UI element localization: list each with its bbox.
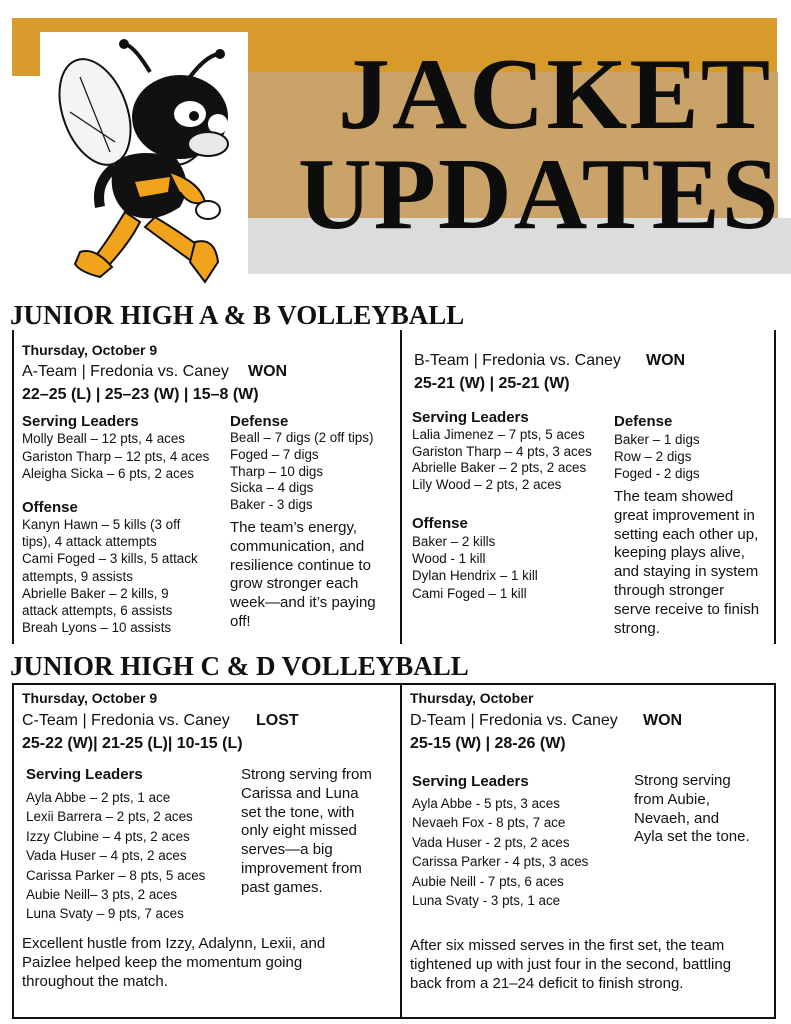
d-date: Thursday, October [410,690,534,706]
title-line-2: UPDATES [298,138,781,251]
note-line: Paizlee helped keep the momentum going [22,953,303,971]
list-item: Kanyn Hawn – 5 kills (3 off [22,517,181,532]
a-scores: 22–25 (L) | 25–23 (W) | 15–8 (W) [22,386,259,403]
section-title-cd: JUNIOR HIGH C & D VOLLEYBALL [10,651,469,681]
note-line: through stronger [614,581,725,599]
list-item: Izzy Clubine – 4 pts, 2 aces [26,828,190,844]
d-serving-list [412,794,588,910]
note-line: serves—a big [241,841,333,859]
note-line: Strong serving from [241,766,372,783]
list-item: Lily Wood – 2 pts, 2 aces [412,476,562,492]
list-item: Vada Huser – 4 pts, 2 aces [26,848,187,864]
mascot-logo [40,32,248,298]
a-offense-list [22,516,198,636]
note-line: off! [230,612,251,630]
b-defense-list [614,431,700,482]
note-line: keeping plays alive, [614,544,745,562]
note-line: The team showed [614,488,734,505]
c-date: Thursday, October 9 [22,690,158,706]
d-matchup: D-Team | Fredonia vs. Caney [410,712,618,729]
c-result: LOST [256,712,299,729]
divider-top-cd [12,683,776,685]
b-defense-title: Defense [614,413,673,430]
list-item: Ayla Abbe – 2 pts, 1 ace [26,790,171,805]
list-item: Luna Svaty – 9 pts, 7 aces [26,906,184,922]
note-line: only eight missed [241,822,357,840]
list-item: Baker – 1 digs [614,432,700,447]
list-item: Lexii Barrera – 2 pts, 2 aces [26,809,193,825]
a-team-note [230,519,376,632]
list-item: Lalia Jimenez – 7 pts, 5 aces [412,427,585,442]
note-line: Strong serving [634,772,731,789]
note-line: tightened up with just four in the second, battling [410,955,732,973]
d-serving-title: Serving Leaders [412,773,529,790]
b-offense-list [412,533,538,602]
a-date: Thursday, October 9 [22,342,158,358]
title-line-1: JACKET [338,38,773,151]
list-item: Dylan Hendrix – 1 kill [412,568,538,584]
note-line: from Aubie, [634,790,710,808]
note-line: setting each other up, [614,525,759,543]
a-matchup: A-Team | Fredonia vs. Caney [22,363,229,380]
note-line: The team’s energy, [230,519,358,536]
list-item: Molly Beall – 12 pts, 4 aces [22,431,186,446]
d-scores: 25-15 (W) | 28-26 (W) [410,735,566,752]
list-item: Row – 2 digs [614,449,692,464]
note-line: grow stronger each [230,575,359,593]
yellow-jacket-mascot-icon [40,32,248,298]
note-line: improvement from [241,859,362,877]
list-item: Nevaeh Fox - 8 pts, 7 ace [412,815,566,831]
b-scores: 25-21 (W) | 25-21 (W) [414,375,570,392]
section-title-ab: JUNIOR HIGH A & B VOLLEYBALL [10,300,465,330]
d-side-note [634,772,750,847]
list-item: Ayla Abbe - 5 pts, 3 aces [412,796,560,811]
d-result: WON [643,712,683,729]
note-line: Carissa and Luna [241,784,359,802]
list-item: tips), 4 attack attempts [22,534,157,550]
list-item: Aleigha Sicka – 6 pts, 2 aces [22,466,194,481]
note-line: great improvement in [614,506,755,524]
list-item: Baker – 2 kills [412,534,496,549]
b-matchup: B-Team | Fredonia vs. Caney [414,352,621,369]
a-serving-list [22,430,209,483]
list-item: Wood - 1 kill [412,551,486,567]
list-item: Aubie Neill - 7 pts, 6 aces [412,873,564,889]
note-line: set the tone, with [241,803,355,821]
note-line: Nevaeh, and [634,809,720,827]
b-result: WON [646,352,686,369]
c-scores: 25-22 (W)| 21-25 (L)| 10-15 (L) [22,735,243,752]
list-item: Gariston Tharp – 4 pts, 3 aces [412,443,592,459]
list-item: Carissa Parker – 8 pts, 5 aces [26,867,206,883]
note-line: throughout the match. [22,972,168,990]
note-line: back from a 21–24 deficit to finish strong. [410,974,684,992]
a-serving-title: Serving Leaders [22,413,139,430]
a-defense-list [230,430,373,514]
note-line: serve receive to finish [614,600,760,618]
divider-mid-ab [400,330,402,644]
list-item: Luna Svaty - 3 pts, 1 ace [412,893,561,909]
d-bottom-note [410,937,731,993]
list-item: Aubie Neill– 3 pts, 2 aces [26,887,178,903]
b-offense-title: Offense [412,515,468,532]
b-team-note [614,488,759,638]
a-defense-title: Defense [230,413,289,430]
list-item: Cami Foged – 3 kills, 5 attack [22,551,198,567]
divider-left-cd [12,683,14,1019]
list-item: Beall – 7 digs (2 off tips) [230,430,374,445]
divider-left-ab [12,330,14,644]
c-side-note [241,766,372,898]
a-offense-title: Offense [22,499,78,516]
list-item: Carissa Parker - 4 pts, 3 aces [412,854,589,870]
list-item: Baker - 3 digs [230,497,313,513]
note-line: communication, and [230,537,365,555]
list-item: Sicka – 4 digs [230,480,314,496]
c-serving-list [26,788,205,924]
list-item: Cami Foged – 1 kill [412,585,527,601]
c-bottom-note [22,935,325,991]
note-line: resilience continue to [230,556,371,574]
b-serving-title: Serving Leaders [412,409,529,426]
list-item: Foged – 7 digs [230,446,319,462]
list-item: Vada Huser - 2 pts, 2 aces [412,834,570,850]
note-line: After six missed serves in the first set, the team [410,937,725,954]
note-line: Ayla set the tone. [634,828,750,846]
list-item: Gariston Tharp – 12 pts, 4 aces [22,448,210,464]
a-result: WON [248,363,288,380]
b-serving-list [412,427,592,493]
list-item: Breah Lyons – 10 assists [22,620,172,636]
list-item: Abrielle Baker – 2 pts, 2 aces [412,460,587,476]
list-item: attack attempts, 6 assists [22,603,173,619]
divider-mid-cd [400,683,402,1019]
note-line: and staying in system [614,563,759,581]
list-item: attempts, 9 assists [22,568,133,584]
list-item: Tharp – 10 digs [230,463,324,479]
note-line: week—and it’s paying [230,594,376,612]
list-item: Abrielle Baker – 2 kills, 9 [22,585,169,601]
c-serving-title: Serving Leaders [26,766,143,783]
divider-right-ab [774,330,776,644]
list-item: Foged - 2 digs [614,466,700,481]
note-line: Excellent hustle from Izzy, Adalynn, Lexii, and [22,935,326,952]
c-matchup: C-Team | Fredonia vs. Caney [22,712,230,729]
divider-bottom-cd [12,1017,776,1019]
note-line: strong. [614,619,660,637]
divider-right-cd [774,683,776,1019]
note-line: past games. [241,878,323,896]
